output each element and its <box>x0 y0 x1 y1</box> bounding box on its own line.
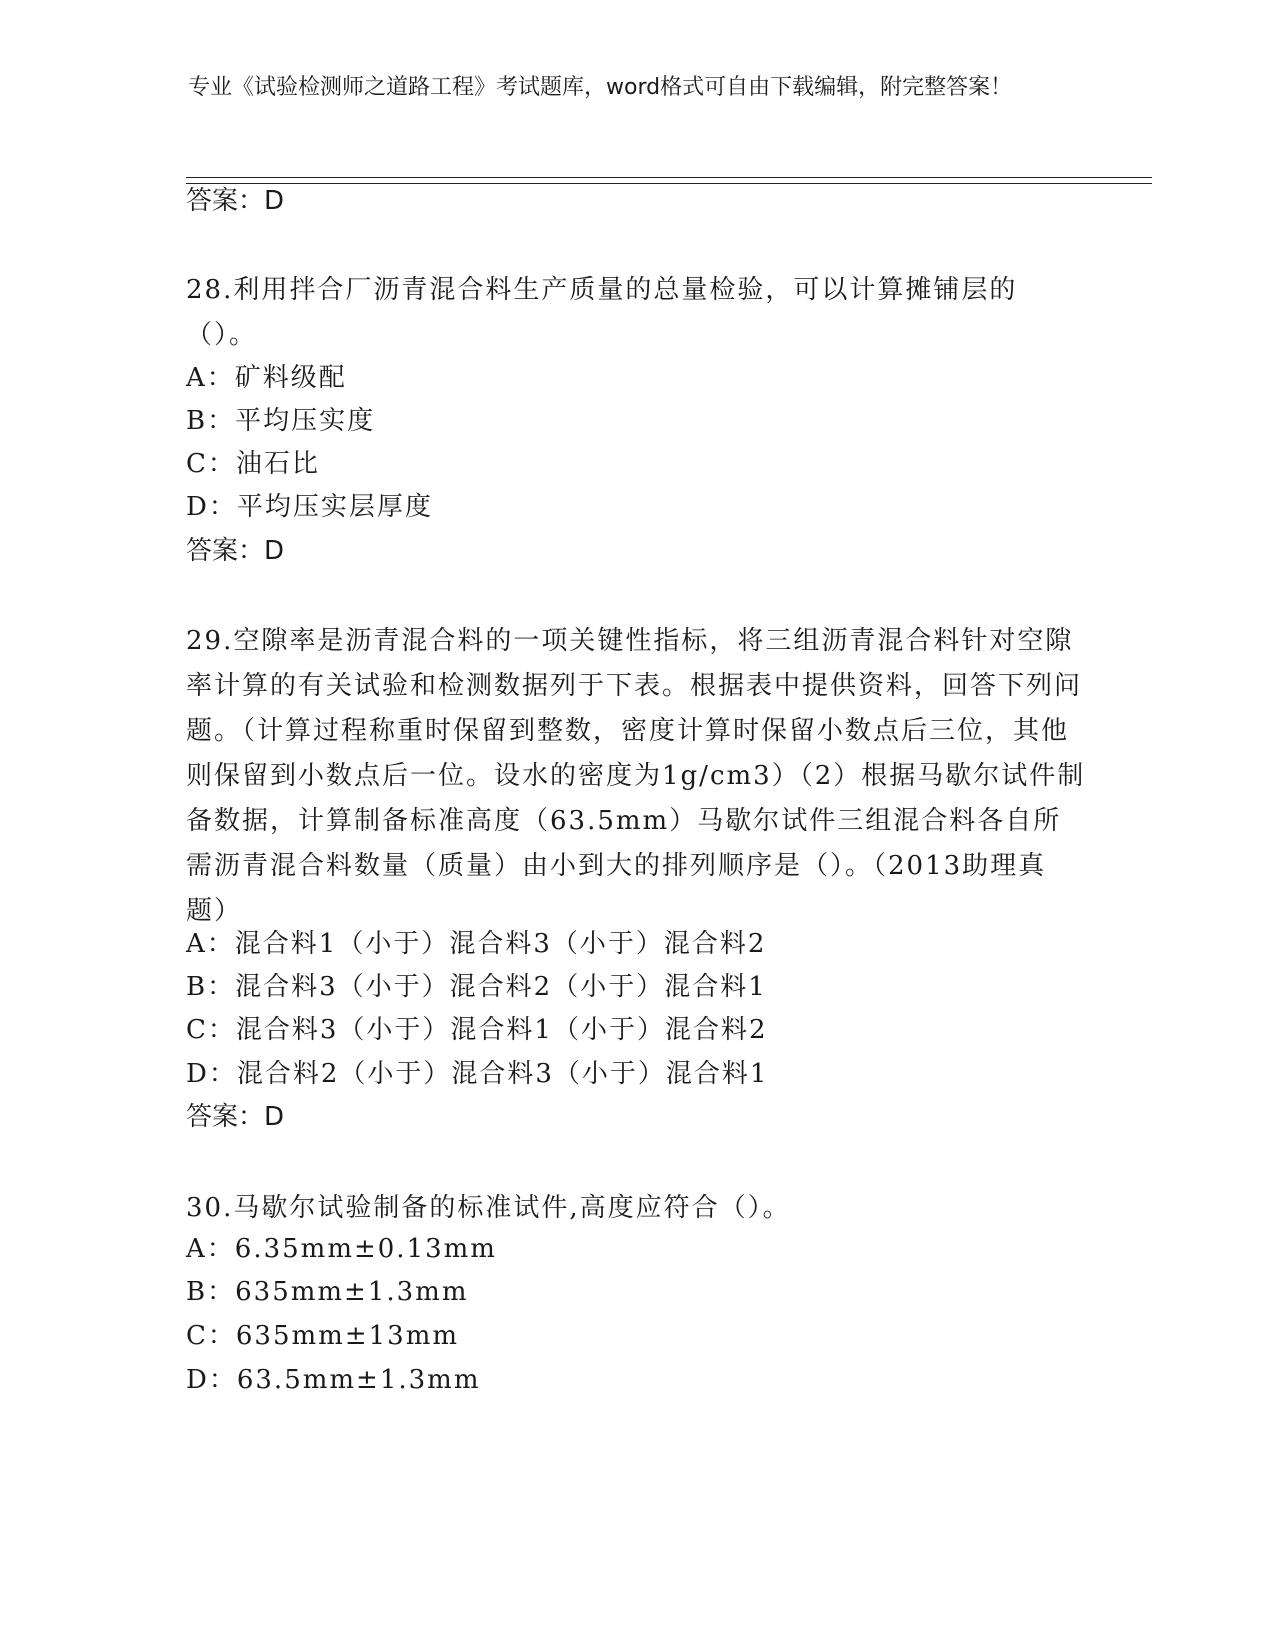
document-header: 专业《试验检测师之道路工程》考试题库，word格式可自由下载编辑，附完整答案！ <box>188 75 1013 100</box>
question-28-option-b: B：平均压实度 <box>186 406 376 436</box>
answer-q28: 答案：D <box>186 536 285 566</box>
question-28-stem: 28.利用拌合厂沥青混合料生产质量的总量检验，可以计算摊铺层的（）。 <box>186 275 1018 350</box>
question-30-option-d: D：63.5mm±1.3mm <box>186 1365 481 1395</box>
question-29-option-b: B：混合料3（小于）混合料2（小于）混合料1 <box>186 972 767 1002</box>
question-29-option-d: D：混合料2（小于）混合料3（小于）混合料1 <box>186 1059 769 1089</box>
question-30-stem: 30.马歇尔试验制备的标准试件,高度应符合（）。 <box>186 1193 791 1223</box>
question-30-option-a: A：6.35mm±0.13mm <box>186 1234 497 1264</box>
question-30-option-b: B：635mm±1.3mm <box>186 1277 469 1307</box>
question-28-option-d: D：平均压实层厚度 <box>186 492 433 522</box>
question-28-option-c: C：油石比 <box>186 449 320 479</box>
question-29-option-c: C：混合料3（小于）混合料1（小于）混合料2 <box>186 1015 768 1045</box>
question-28-option-a: A：矿料级配 <box>186 363 347 393</box>
answer-q29: 答案：D <box>186 1102 285 1132</box>
header-rule-bottom <box>186 183 1152 184</box>
question-29-stem: 29.空隙率是沥青混合料的一项关键性指标，将三组沥青混合料针对空隙率计算的有关试验和检测数据列于下表。根据表中提供资料，回答下列问题。（计算过程称重时保留到整数，密度计算时保留小数点后三位，其他则保留到小数点后一位。设水的密度为1g/cm3）（2）根据马歇尔试件制备数据，计算制备标准高度（63.5mm）马歇尔试件三组混合料各自所需沥青混合料数量（质量）由小到大的排列顺序是（）。（2013助理真题） <box>186 626 1086 926</box>
question-30-option-c: C：635mm±13mm <box>186 1321 460 1351</box>
header-rule-top <box>186 177 1152 178</box>
question-29-option-a: A：混合料1（小于）混合料3（小于）混合料2 <box>186 929 767 959</box>
answer-q27: 答案：D <box>186 186 285 216</box>
